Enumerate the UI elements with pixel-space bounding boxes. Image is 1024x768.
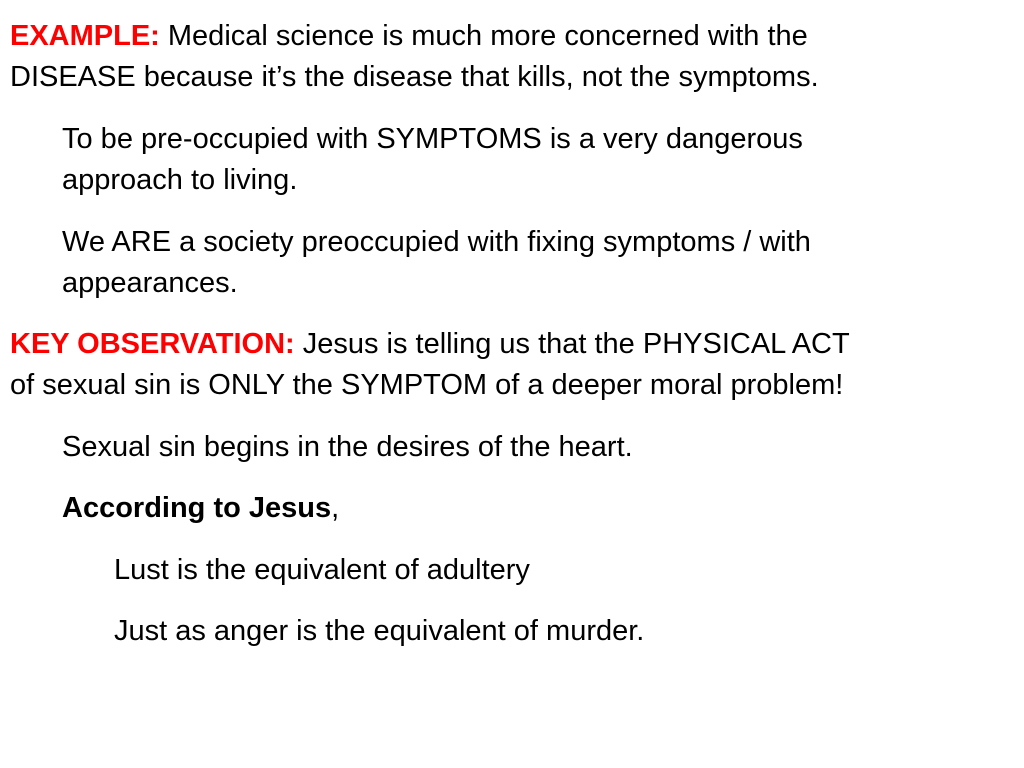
key-observation-text-1: Jesus is telling us that the PHYSICAL ACT	[294, 328, 850, 360]
society-line-2: appearances.	[62, 267, 238, 299]
key-observation-line-1	[10, 324, 850, 364]
example-line-1	[10, 16, 808, 56]
according-comma: ,	[331, 492, 340, 524]
example-label: EXAMPLE:	[10, 20, 160, 52]
according-line	[62, 488, 339, 528]
heart-line: Sexual sin begins in the desires of the heart.	[62, 431, 633, 463]
anger-line: Just as anger is the equivalent of murder.	[114, 615, 645, 647]
key-observation-label: KEY OBSERVATION:	[10, 328, 295, 360]
society-line-1: We ARE a society preoccupied with fixing symptoms / with	[62, 226, 811, 258]
according-bold: According to Jesus	[62, 492, 332, 524]
symptoms-line-2: approach to living.	[62, 164, 298, 196]
symptoms-line-1: To be pre-occupied with SYMPTOMS is a very dangerous	[62, 123, 803, 155]
example-line-2: DISEASE because it’s the disease that kills, not the symptoms.	[10, 61, 819, 93]
example-text-1: Medical science is much more concerned with the	[159, 20, 808, 52]
key-observation-line-2: of sexual sin is ONLY the SYMPTOM of a deeper moral problem!	[10, 369, 844, 401]
lust-line: Lust is the equivalent of adultery	[114, 554, 530, 586]
